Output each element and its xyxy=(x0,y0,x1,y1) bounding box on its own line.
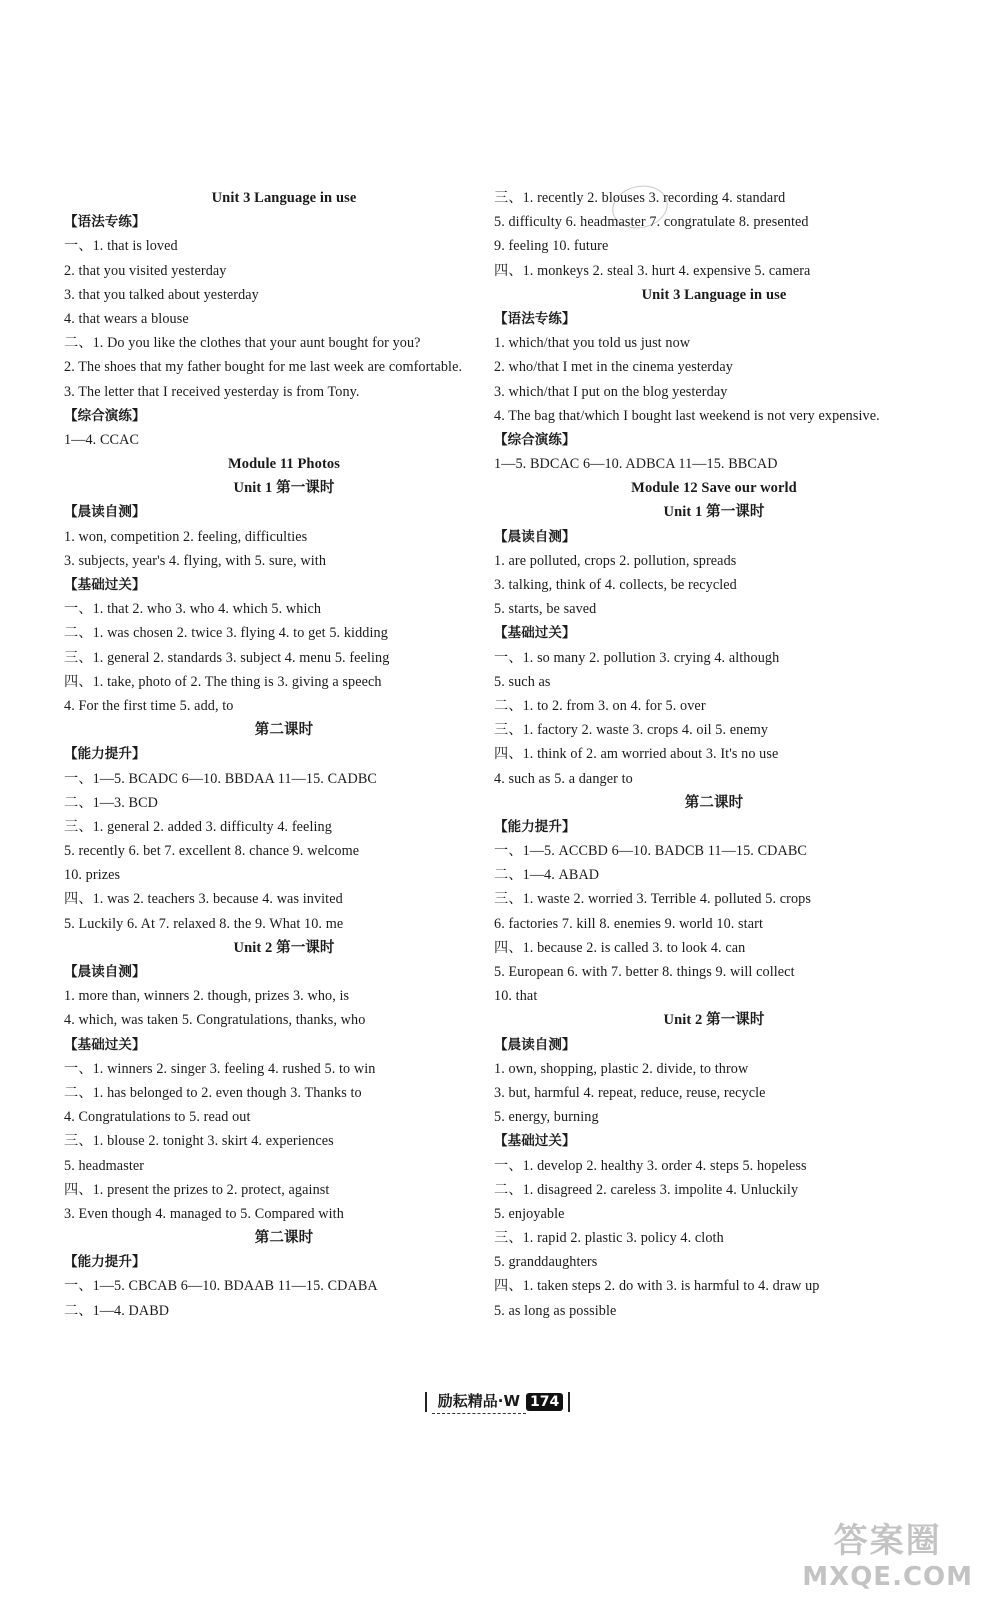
answer-line: 二、1. disagreed 2. careless 3. impolite 4. Unluckily xyxy=(494,1181,799,1198)
answer-line: 1—4. CCAC xyxy=(64,431,140,448)
left-column xyxy=(64,186,504,1323)
answer-line: 三、1. blouse 2. tonight 3. skirt 4. experiences xyxy=(64,1133,334,1150)
footer-brand: 励耘精品·W xyxy=(432,1392,526,1414)
footer-bar-left xyxy=(425,1392,427,1412)
exercise-label: 【晨读自测】 xyxy=(64,504,146,521)
answer-line: 4. The bag that/which I bought last weekend is not very expensive. xyxy=(494,407,880,424)
answer-line: 1. which/that you told us just now xyxy=(494,335,691,352)
answer-line: 三、1. rapid 2. plastic 3. policy 4. cloth xyxy=(494,1230,724,1247)
answer-line: 1. own, shopping, plastic 2. divide, to throw xyxy=(494,1060,749,1077)
exercise-label: 【语法专练】 xyxy=(64,214,146,231)
section-heading: 第二课时 xyxy=(254,722,314,739)
exercise-label: 【能力提升】 xyxy=(64,1254,146,1271)
answer-line: 3. that you talked about yesterday xyxy=(64,286,259,303)
answer-line: 三、1. factory 2. waste 3. crops 4. oil 5. enemy xyxy=(494,722,769,739)
answer-line: 四、1. because 2. is called 3. to look 4. can xyxy=(494,939,746,956)
exercise-label: 【晨读自测】 xyxy=(64,964,146,981)
answer-line: 二、1. has belonged to 2. even though 3. Thanks to xyxy=(64,1084,362,1101)
footer-bar-right xyxy=(568,1392,570,1412)
section-heading: 第二课时 xyxy=(254,1230,314,1247)
answer-line: 5. headmaster xyxy=(64,1157,145,1174)
exercise-label: 【基础过关】 xyxy=(64,1036,146,1053)
answer-line: 三、1. general 2. added 3. difficulty 4. feeling xyxy=(64,818,332,835)
exercise-label: 【晨读自测】 xyxy=(494,528,576,545)
answer-line: 一、1—5. ACCBD 6—10. BADCB 11—15. CDABC xyxy=(494,843,807,860)
answer-line: 1—5. BDCAC 6—10. ADBCA 11—15. BBCAD xyxy=(494,456,778,473)
answer-line: 5. Luckily 6. At 7. relaxed 8. the 9. What 10. me xyxy=(64,915,344,932)
exercise-label: 【基础过关】 xyxy=(494,1133,576,1150)
watermark-logo-text: 答案圈 xyxy=(833,1521,942,1561)
section-heading: Module 11 Photos xyxy=(228,456,340,473)
answer-line: 5. European 6. with 7. better 8. things 9. will collect xyxy=(494,964,795,981)
answer-line: 二、1. to 2. from 3. on 4. for 5. over xyxy=(494,697,706,714)
answer-line: 3. but, harmful 4. repeat, reduce, reuse, recycle xyxy=(494,1084,766,1101)
answer-line: 5. difficulty 6. headmaster 7. congratulate 8. presented xyxy=(494,214,809,231)
answer-line: 3. subjects, year's 4. flying, with 5. sure, with xyxy=(64,552,327,569)
page-footer xyxy=(0,1390,995,1412)
answer-line: 5. enjoyable xyxy=(494,1205,565,1222)
exercise-label: 【能力提升】 xyxy=(64,746,146,763)
answer-line: 5. recently 6. bet 7. excellent 8. chance 9. welcome xyxy=(64,843,360,860)
answer-line: 5. granddaughters xyxy=(494,1254,598,1271)
answer-line: 1. won, competition 2. feeling, difficulties xyxy=(64,528,308,545)
answer-line: 3. Even though 4. managed to 5. Compared with xyxy=(64,1205,344,1222)
answer-line: 2. who/that I met in the cinema yesterday xyxy=(494,359,733,376)
answer-line: 5. as long as possible xyxy=(494,1302,617,1319)
answer-line: 二、1—4. ABAD xyxy=(494,867,600,884)
answer-line: 2. The shoes that my father bought for me last week are comfortable. xyxy=(64,359,463,376)
answer-line: 一、1. that 2. who 3. who 4. which 5. which xyxy=(64,601,322,618)
answer-line: 3. The letter that I received yesterday is from Tony. xyxy=(64,383,360,400)
answer-line: 一、1—5. BCADC 6—10. BBDAA 11—15. CADBC xyxy=(64,770,377,787)
exercise-label: 【综合演练】 xyxy=(64,407,146,424)
answer-line: 三、1. general 2. standards 3. subject 4. menu 5. feeling xyxy=(64,649,390,666)
watermark-url: MXQE.COM xyxy=(802,1562,973,1592)
answer-line: 3. which/that I put on the blog yesterday xyxy=(494,383,728,400)
answer-line: 四、1. present the prizes to 2. protect, against xyxy=(64,1181,330,1198)
answer-line: 四、1. taken steps 2. do with 3. is harmful to 4. draw up xyxy=(494,1278,820,1295)
answer-line: 4. such as 5. a danger to xyxy=(494,770,633,787)
answer-line: 一、1. develop 2. healthy 3. order 4. steps 5. hopeless xyxy=(494,1157,807,1174)
answer-line: 一、1. so many 2. pollution 3. crying 4. although xyxy=(494,649,780,666)
section-heading: 第二课时 xyxy=(684,794,744,811)
exercise-label: 【基础过关】 xyxy=(64,577,146,594)
answer-line: 四、1. think of 2. am worried about 3. It's no use xyxy=(494,746,779,763)
answer-line: 1. more than, winners 2. though, prizes 3. who, is xyxy=(64,988,350,1005)
answer-line: 四、1. monkeys 2. steal 3. hurt 4. expensive 5. camera xyxy=(494,262,811,279)
answer-line: 4. For the first time 5. add, to xyxy=(64,697,234,714)
answer-line: 1. are polluted, crops 2. pollution, spreads xyxy=(494,552,737,569)
section-heading: Unit 1 第一课时 xyxy=(233,480,335,497)
answer-line: 6. factories 7. kill 8. enemies 9. world 10. start xyxy=(494,915,763,932)
section-heading: Unit 3 Language in use xyxy=(641,286,787,303)
answer-line: 二、1. Do you like the clothes that your aunt bought for you? xyxy=(64,335,421,352)
section-heading: Unit 3 Language in use xyxy=(211,190,357,206)
section-heading: Unit 2 第一课时 xyxy=(233,939,335,956)
answer-line: 四、1. was 2. teachers 3. because 4. was invited xyxy=(64,891,343,908)
right-column xyxy=(494,186,934,1323)
answer-line: 10. that xyxy=(494,988,538,1005)
answer-line: 四、1. take, photo of 2. The thing is 3. giving a speech xyxy=(64,673,382,690)
answer-line: 一、1. winners 2. singer 3. feeling 4. rushed 5. to win xyxy=(64,1060,376,1077)
answer-line: 5. such as xyxy=(494,673,551,690)
answer-line: 9. feeling 10. future xyxy=(494,238,609,255)
answer-line: 5. starts, be saved xyxy=(494,601,597,618)
answer-line: 4. that wears a blouse xyxy=(64,310,189,327)
section-heading: Unit 1 第一课时 xyxy=(663,504,765,521)
exercise-label: 【综合演练】 xyxy=(494,431,576,448)
answer-line: 4. which, was taken 5. Congratulations, thanks, who xyxy=(64,1012,366,1029)
answer-line: 二、1—3. BCD xyxy=(64,794,159,811)
answer-line: 三、1. recently 2. blouses 3. recording 4. standard xyxy=(494,190,786,206)
exercise-label: 【语法专练】 xyxy=(494,310,576,327)
answer-line: 4. Congratulations to 5. read out xyxy=(64,1109,251,1126)
answer-line: 二、1. was chosen 2. twice 3. flying 4. to get 5. kidding xyxy=(64,625,388,642)
page-number: 174 xyxy=(526,1393,563,1411)
answer-line: 二、1—4. DABD xyxy=(64,1302,170,1319)
site-watermark xyxy=(802,1513,973,1592)
answer-line: 10. prizes xyxy=(64,867,121,884)
exercise-label: 【能力提升】 xyxy=(494,818,576,835)
section-heading: Unit 2 第一课时 xyxy=(663,1012,765,1029)
answer-line: 三、1. waste 2. worried 3. Terrible 4. polluted 5. crops xyxy=(494,891,811,908)
answer-line: 一、1—5. CBCAB 6—10. BDAAB 11—15. CDABA xyxy=(64,1278,378,1295)
answer-line: 3. talking, think of 4. collects, be recycled xyxy=(494,577,737,594)
section-heading: Module 12 Save our world xyxy=(631,480,797,497)
answer-line: 5. energy, burning xyxy=(494,1109,599,1126)
exercise-label: 【基础过关】 xyxy=(494,625,576,642)
exercise-label: 【晨读自测】 xyxy=(494,1036,576,1053)
answer-line: 一、1. that is loved xyxy=(64,238,178,255)
answer-line: 2. that you visited yesterday xyxy=(64,262,227,279)
